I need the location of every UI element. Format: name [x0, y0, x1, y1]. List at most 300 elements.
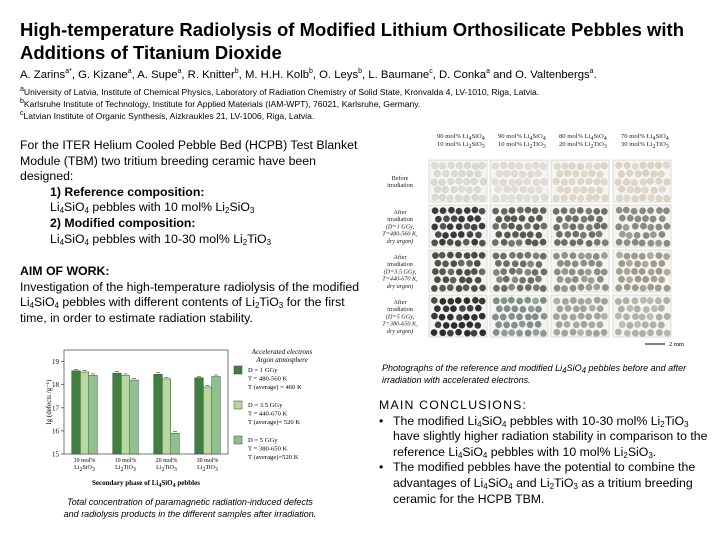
pebble — [504, 305, 511, 312]
pebble — [655, 285, 662, 292]
pebble — [624, 162, 631, 169]
pebble — [569, 163, 576, 170]
pebble — [431, 297, 438, 304]
legend-swatch — [234, 366, 242, 374]
pebble — [479, 240, 486, 247]
pebble — [496, 170, 503, 177]
pebble — [624, 268, 631, 275]
pebble — [464, 252, 471, 259]
legend-swatch — [234, 436, 242, 444]
pebble — [593, 284, 600, 291]
pebble — [467, 305, 474, 312]
pebble — [593, 194, 600, 201]
pebble — [540, 207, 547, 214]
pebble-dish — [613, 295, 671, 337]
pebble — [524, 195, 531, 202]
pebble — [635, 171, 642, 178]
pebble — [496, 276, 503, 283]
pebble — [656, 195, 663, 202]
pebble — [528, 171, 535, 178]
pebble — [557, 306, 564, 313]
pebble — [443, 170, 450, 177]
pebble — [581, 276, 588, 283]
pebble — [435, 231, 442, 238]
pebble — [439, 268, 446, 275]
pebble — [572, 216, 579, 223]
pebble — [458, 186, 465, 193]
pebble — [569, 178, 576, 185]
conclusion-item: • The modified pebbles have the potential to combine the advantages of $Li_4SiO_4$ and $Li_2TiO_3$ as a tritium breeding ceramic for the HCPB TBM. — [379, 460, 696, 506]
author-list: A. Zarins$^{a*}$, G. Kizane$^a$, A. Supe$^a$, R. Knitter$^b$, M. H.H. Kolb$^b$, O. Leys$^b$, L. Baumane$^c$, D. Conka$^a$ and O. Valtenbergs$^a$. — [20, 68, 597, 81]
pebble — [573, 231, 580, 238]
pebble — [651, 305, 658, 312]
pebble — [594, 269, 601, 276]
pebble — [512, 305, 519, 312]
pebble — [455, 329, 462, 336]
pebble — [664, 313, 671, 320]
pebble — [557, 260, 564, 267]
pebble — [508, 195, 515, 202]
pebble — [493, 253, 500, 260]
pebble — [615, 162, 622, 169]
pebble — [496, 231, 503, 238]
pebble — [532, 313, 539, 320]
pebble — [509, 207, 516, 214]
pebble — [588, 277, 595, 284]
pebble — [520, 261, 527, 268]
pebble — [569, 208, 576, 215]
pebble — [472, 163, 479, 170]
pebble — [656, 252, 663, 259]
pebble — [527, 321, 534, 328]
pebble — [635, 276, 642, 283]
affiliation-c: $^c$Latvian Institute of Organic Synthesis, Aizkraukles 21, LV-1006, Riga, Latvia. — [20, 110, 315, 121]
pebble — [643, 306, 650, 313]
pebble — [448, 269, 455, 276]
pebble — [656, 207, 663, 214]
pebble — [431, 285, 438, 292]
pebble — [642, 321, 649, 328]
pebble — [634, 232, 641, 239]
pebble — [464, 207, 471, 214]
pebble — [443, 276, 450, 283]
pebble — [586, 195, 593, 202]
pebble — [623, 179, 630, 186]
pebble — [435, 322, 442, 329]
pebble — [440, 207, 447, 214]
pebble — [533, 253, 540, 260]
pebble — [471, 330, 478, 337]
pebble — [455, 240, 462, 247]
pebble — [623, 224, 630, 231]
pebble — [541, 269, 548, 276]
pebble — [623, 207, 630, 214]
pebble-dish — [551, 205, 609, 247]
pebble — [479, 329, 486, 336]
pebble — [594, 223, 601, 230]
column-label: 10 mol% Li2SiO3 — [437, 141, 485, 150]
pebble — [648, 269, 655, 276]
pebble — [472, 207, 479, 214]
pebble — [471, 239, 478, 246]
pebble — [525, 284, 532, 291]
pebble — [578, 269, 585, 276]
pebble — [556, 321, 563, 328]
category-label: 10 mol% — [114, 458, 137, 464]
pebble — [586, 163, 593, 170]
pebble — [597, 171, 604, 178]
pebble — [456, 285, 463, 292]
pebble — [656, 268, 663, 275]
legend-label: T = 440-670 K — [248, 410, 288, 418]
pebble — [561, 179, 568, 186]
pebble — [500, 314, 507, 321]
pebble — [479, 208, 486, 215]
pebble — [527, 231, 534, 238]
pebble — [455, 297, 462, 304]
pebble — [601, 298, 608, 305]
pebble — [511, 186, 518, 193]
author: O. Leys$^b$ — [319, 68, 363, 81]
pebble — [492, 163, 499, 170]
row-label: irradiation — [387, 216, 413, 224]
affiliation-a: $^a$University of Latvia, Institute of Chemical Physics, Laboratory of Radiation Chemistry of Solid State, Kronvalda 4, LV-1010, Riga, Latvia. — [20, 86, 540, 97]
pebble — [495, 260, 502, 267]
pebble — [528, 216, 535, 223]
pebble — [501, 285, 508, 292]
pebble — [553, 195, 560, 202]
pebble — [464, 297, 471, 304]
pebble — [659, 215, 666, 222]
pebble — [655, 162, 662, 169]
pebble — [556, 216, 563, 223]
pebble — [463, 239, 470, 246]
pebble — [541, 194, 548, 201]
pebble — [431, 163, 438, 170]
pebble — [466, 170, 473, 177]
bar — [72, 371, 81, 454]
pebble — [525, 330, 532, 337]
pebble — [647, 224, 654, 231]
pebble — [632, 163, 639, 170]
pebble — [492, 223, 499, 230]
pebble-dish — [551, 295, 609, 337]
pebble — [517, 207, 524, 214]
pebble — [541, 313, 548, 320]
pebble — [493, 329, 500, 336]
pebble — [631, 253, 638, 260]
pebble — [508, 223, 515, 230]
pebble-dish — [490, 205, 548, 247]
pebble — [601, 223, 608, 230]
pebble — [456, 314, 463, 321]
pebble — [562, 223, 569, 230]
legend-label: T (average)= 520 K — [248, 419, 301, 426]
pebble-dish — [490, 295, 548, 337]
pebble — [557, 186, 564, 193]
pebble — [632, 298, 639, 305]
pebble — [650, 322, 657, 329]
pebble — [439, 239, 446, 246]
pebble — [658, 276, 665, 283]
pebble — [586, 330, 593, 337]
y-tick-label: 18 — [52, 381, 59, 390]
pebble — [601, 269, 608, 276]
pebble — [561, 207, 568, 214]
pebble-dish — [429, 250, 487, 292]
pebble — [442, 232, 449, 239]
y-tick-label: 16 — [52, 427, 59, 436]
pebble — [655, 178, 662, 185]
pebble — [519, 277, 526, 284]
pebble — [541, 178, 548, 185]
pebble — [503, 260, 510, 267]
pebble — [501, 208, 508, 215]
pebble — [512, 277, 519, 284]
pebble — [527, 261, 534, 268]
pebble — [432, 252, 439, 259]
pebble — [463, 284, 470, 291]
row-label: T=380-650 K, — [382, 320, 418, 328]
row-label: irradiation — [387, 261, 413, 269]
y-axis-label: lg (defects /g⁻¹) — [45, 379, 53, 425]
legend-label: T = 380-650 K — [248, 445, 288, 453]
pebble — [572, 276, 579, 283]
pebble — [569, 194, 576, 201]
pebble — [585, 253, 592, 260]
pebble — [431, 239, 438, 246]
reference-composition-heading: 1) Reference composition: — [50, 184, 205, 199]
row-label: (D=1 GGy, — [385, 223, 415, 231]
pebble — [593, 253, 600, 260]
pebble — [532, 162, 539, 169]
bar — [212, 377, 221, 454]
pebble — [632, 313, 639, 320]
pebble — [639, 268, 646, 275]
pebble — [659, 260, 666, 267]
pebble — [577, 195, 584, 202]
pebble — [525, 207, 532, 214]
pebble — [651, 276, 658, 283]
pebble — [570, 239, 577, 246]
row-label: dry argon) — [386, 237, 414, 245]
pebble — [493, 269, 500, 276]
pebble — [640, 297, 647, 304]
pebble — [570, 314, 577, 321]
pebble — [472, 297, 479, 304]
pebble — [647, 252, 654, 259]
pebble — [650, 231, 657, 238]
pebble — [664, 223, 671, 230]
pebble — [432, 207, 439, 214]
pebble — [466, 187, 473, 194]
pebble — [569, 269, 576, 276]
pebble — [570, 297, 577, 304]
pebble — [642, 261, 649, 268]
pebble — [472, 194, 479, 201]
pebble — [615, 313, 622, 320]
pebble — [519, 215, 526, 222]
pebble — [525, 252, 532, 259]
pebble — [553, 253, 560, 260]
pebble — [479, 269, 486, 276]
pebble — [524, 178, 531, 185]
pebble — [516, 194, 523, 201]
pebble — [562, 298, 569, 305]
pebble — [479, 298, 486, 305]
pebble — [647, 162, 654, 169]
pebble — [561, 314, 568, 321]
pebble — [439, 329, 446, 336]
author: O. Valtenbergs$^a$ — [515, 68, 594, 81]
pebble — [431, 179, 438, 186]
pebble — [577, 207, 584, 214]
pebble — [532, 269, 539, 276]
pebble — [640, 285, 647, 292]
legend-label: D = 3.5 GGy — [248, 402, 283, 409]
pebble — [466, 277, 473, 284]
y-tick-label: 17 — [52, 404, 59, 413]
column-label: 90 mol% Li4SiO4 — [498, 133, 546, 142]
pebble — [520, 186, 527, 193]
aim-section — [20, 264, 365, 326]
pebble — [451, 322, 458, 329]
author: A. Zarins$^{a*}$ — [20, 68, 72, 81]
pebble — [466, 321, 473, 328]
pebble — [471, 178, 478, 185]
author: G. Kizane$^a$ — [78, 68, 132, 81]
pebble — [479, 223, 486, 230]
pebble — [640, 223, 647, 230]
pebble — [447, 252, 454, 259]
pebble — [500, 162, 507, 169]
pebble — [439, 179, 446, 186]
pebble — [632, 223, 639, 230]
pebble — [561, 252, 568, 259]
pebble — [440, 223, 447, 230]
pebble — [580, 305, 587, 312]
pebble — [474, 215, 481, 222]
pebble — [594, 179, 601, 186]
pebble — [519, 321, 526, 328]
pebble — [503, 322, 510, 329]
pebble — [564, 321, 571, 328]
column-label: 10 mol% Li2TiO3 — [498, 141, 546, 150]
pebble — [615, 329, 622, 336]
row-label: After — [393, 254, 407, 261]
legend-label: T (average) = 460 K — [248, 384, 302, 391]
pebble — [496, 305, 503, 312]
pebble — [532, 240, 539, 247]
pebble — [565, 305, 572, 312]
pebble — [475, 232, 482, 239]
pebble-dish — [613, 205, 671, 247]
aim-heading: AIM OF WORK: — [20, 264, 110, 278]
pebble — [570, 252, 577, 259]
pebble — [618, 186, 625, 193]
pebble — [451, 215, 458, 222]
pebble — [516, 224, 523, 231]
pebble — [471, 314, 478, 321]
pebble — [601, 162, 608, 169]
pebble — [458, 231, 465, 238]
pebble — [594, 239, 601, 246]
bar — [203, 387, 212, 454]
pebble — [596, 187, 603, 194]
pebble — [553, 313, 560, 320]
category-label: 10 mol% — [73, 458, 96, 464]
row-label: Before — [391, 174, 409, 182]
pebble — [627, 305, 634, 312]
row-label: After — [393, 209, 407, 216]
pebble — [508, 162, 515, 169]
pebble — [474, 260, 481, 267]
pebble — [639, 314, 646, 321]
pebble — [616, 239, 623, 246]
pebble — [554, 239, 561, 246]
pebble — [593, 330, 600, 337]
pebble — [479, 252, 486, 259]
bar — [130, 380, 139, 454]
pebble — [533, 329, 540, 336]
category-label: Li2TiO3 — [115, 465, 136, 473]
pebble — [533, 284, 540, 291]
pebble — [626, 170, 633, 177]
pebble — [664, 285, 671, 292]
pebble — [602, 195, 609, 202]
pebble — [474, 322, 481, 329]
pebble — [503, 276, 510, 283]
pebble — [516, 298, 523, 305]
legend-label: T (average)=520 K — [248, 454, 299, 461]
pebble — [602, 284, 609, 291]
pebble — [615, 224, 622, 231]
pebble — [471, 224, 478, 231]
pebble — [564, 170, 571, 177]
pebble — [464, 330, 471, 337]
pebble — [632, 195, 639, 202]
category-label: Li2TiO3 — [197, 465, 218, 473]
pebble — [565, 231, 572, 238]
pebble — [434, 170, 441, 177]
pebble — [656, 329, 663, 336]
pebble — [664, 269, 671, 276]
pebble — [501, 297, 508, 304]
pebble — [511, 215, 518, 222]
pebble — [451, 170, 458, 177]
pebble — [557, 276, 564, 283]
y-tick-label: 19 — [52, 358, 59, 367]
author: R. Knitter$^b$ — [187, 68, 239, 81]
pebble — [456, 162, 463, 169]
pebble — [578, 284, 585, 291]
pebble-dish — [429, 160, 487, 202]
category-label: 20 mol% — [155, 458, 178, 464]
pebble — [492, 208, 499, 215]
pebble — [602, 239, 609, 246]
pebble — [456, 269, 463, 276]
pebble — [504, 186, 511, 193]
pebble — [528, 187, 535, 194]
pebble — [434, 305, 441, 312]
pebble — [456, 223, 463, 230]
pebble — [578, 223, 585, 230]
pebble — [493, 297, 500, 304]
pebble — [536, 261, 543, 268]
pebble — [570, 329, 577, 336]
pebble — [627, 186, 634, 193]
pebble — [511, 170, 518, 177]
